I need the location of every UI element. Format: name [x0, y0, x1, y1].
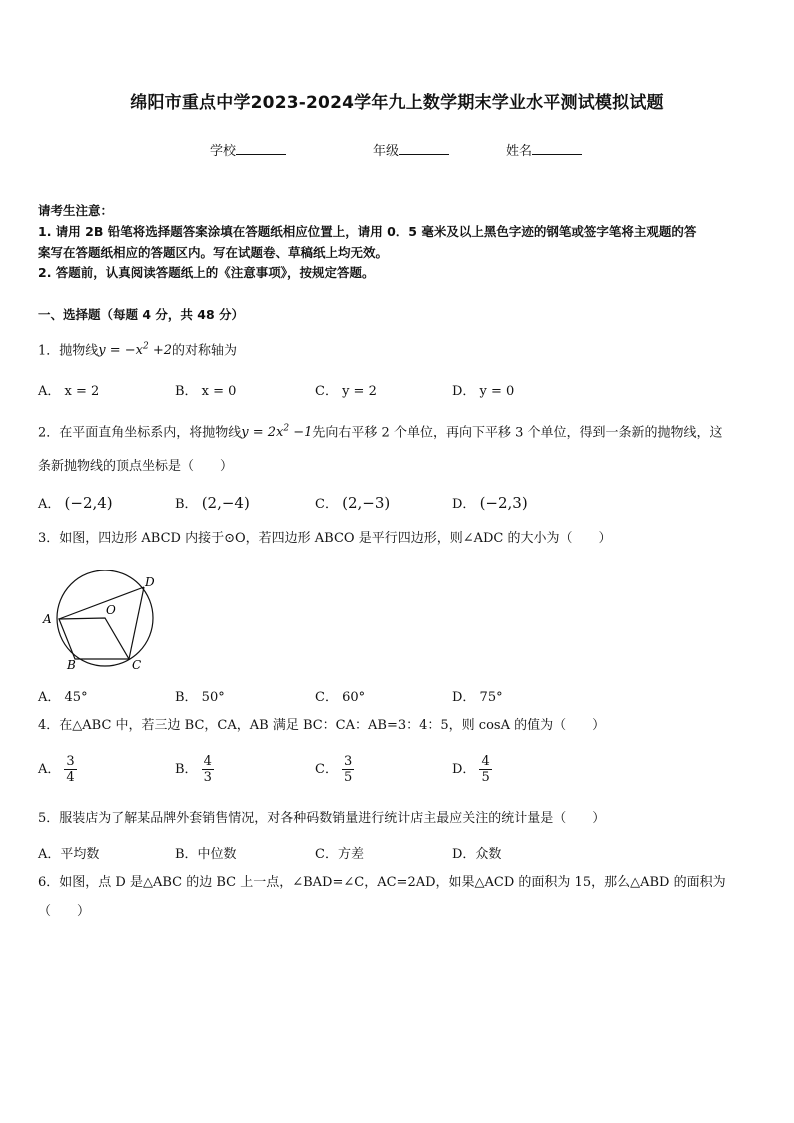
- fraction: $\frac{3}{5}$: [343, 754, 353, 785]
- q5-option-b[interactable]: B．中位数: [175, 847, 237, 862]
- q2-option-d[interactable]: D． (−2,3): [452, 494, 528, 512]
- q1-option-d[interactable]: D． y = 0: [452, 384, 515, 399]
- page-title: 绵阳市重点中学2023-2024学年九上数学期末学业水平测试模拟试题: [130, 93, 664, 113]
- question-6-line-1: 6．如图，点 D 是△ABC 的边 BC 上一点，∠BAD=∠C，AC=2AD，如果△ACD 的面积为 15，那么△ABD 的面积为: [38, 875, 726, 890]
- school-field: [210, 140, 286, 159]
- q4-option-a[interactable]: A． $\frac{3}{4}$: [38, 754, 75, 785]
- parallelogram-abco: [59, 618, 129, 659]
- label-d: D: [145, 575, 155, 589]
- question-5: 5．服装店为了解某品牌外套销售情况，对各种码数销量进行统计店主最应关注的统计量是（ ）: [38, 811, 606, 826]
- fraction: $\frac{4}{5}$: [481, 754, 490, 785]
- q1-option-c[interactable]: C． y = 2: [315, 384, 377, 399]
- q2-option-b[interactable]: B． (2,−4): [175, 494, 250, 512]
- question-6-line-2: （ ）: [38, 904, 91, 919]
- q2-option-a[interactable]: A． (−2,4): [38, 494, 113, 512]
- label-o: O: [106, 603, 116, 617]
- grade-field: [373, 140, 449, 159]
- q1-option-a[interactable]: A． x = 2: [38, 384, 100, 399]
- q1-expression: $y = -x^2 +2$: [98, 342, 173, 359]
- school-label: 学校: [210, 144, 237, 159]
- q1-suffix: 的对称轴为: [172, 343, 238, 359]
- name-field: [506, 140, 582, 159]
- q2-expression: $y = 2x^2 -1$: [241, 424, 313, 441]
- question-1: [38, 339, 237, 359]
- fraction: $\frac{4}{3}$: [203, 754, 212, 785]
- question-4: 4．在△ABC 中，若三边 BC，CA，AB 满足 BC：CA：AB=3：4：5，则 cosA 的值为（ ）: [38, 718, 606, 733]
- notice-line-1: 1. 请用 2B 铅笔将选择题答案涂填在答题纸相应位置上，请用 0．5 毫米及以上黑色字迹的钢笔或签字笔将主观题的答: [38, 224, 697, 239]
- q3-option-b[interactable]: B． 50°: [175, 690, 225, 705]
- label-a: A: [43, 612, 52, 626]
- notice-line-2: 案写在答题纸相应的答题区内。写在试题卷、草稿纸上均无效。: [38, 245, 389, 260]
- q4-option-d[interactable]: D． $\frac{4}{5}$: [452, 754, 490, 785]
- notice-heading: 请考生注意：: [38, 203, 114, 218]
- q1-prefix: 1．抛物线: [38, 343, 99, 359]
- q3-figure: [38, 570, 168, 672]
- q5-option-d[interactable]: D．众数: [452, 847, 502, 862]
- grade-blank[interactable]: [399, 142, 449, 155]
- q5-option-c[interactable]: C．方差: [315, 847, 364, 862]
- name-blank[interactable]: [532, 142, 582, 155]
- q3-option-a[interactable]: A． 45°: [38, 690, 88, 705]
- notice-line-3: 2. 答题前，认真阅读答题纸上的《注意事项》，按规定答题。: [38, 265, 375, 280]
- q3-option-d[interactable]: D． 75°: [452, 690, 503, 705]
- q2-option-c[interactable]: C． (2,−3): [315, 494, 391, 512]
- q1-option-b[interactable]: B． x = 0: [175, 384, 237, 399]
- q4-option-b[interactable]: B． $\frac{4}{3}$: [175, 754, 212, 785]
- q3-option-c[interactable]: C． 60°: [315, 690, 366, 705]
- q4-option-c[interactable]: C． $\frac{3}{5}$: [315, 754, 353, 785]
- grade-label: 年级: [373, 144, 400, 159]
- question-2-line-2: 条新抛物线的顶点坐标是（ ）: [38, 459, 234, 474]
- label-b: B: [67, 658, 76, 672]
- question-3: 3．如图，四边形 ABCD 内接于⊙O，若四边形 ABCO 是平行四边形，则∠ADC 的大小为（ ）: [38, 531, 612, 546]
- q5-option-a[interactable]: A．平均数: [38, 847, 100, 862]
- fraction: $\frac{3}{4}$: [66, 754, 75, 785]
- question-2-line-1: 2．在平面直角坐标系内，将抛物线$y = 2x^2 -1$先向右平移 2 个单位，再向下平移 3 个单位，得到一条新的抛物线，这: [38, 424, 723, 441]
- section-heading: 一、选择题（每题 4 分，共 48 分）: [38, 307, 245, 322]
- segment-ad: [59, 587, 144, 619]
- name-label: 姓名: [506, 144, 533, 159]
- school-blank[interactable]: [236, 142, 286, 155]
- label-c: C: [132, 658, 142, 672]
